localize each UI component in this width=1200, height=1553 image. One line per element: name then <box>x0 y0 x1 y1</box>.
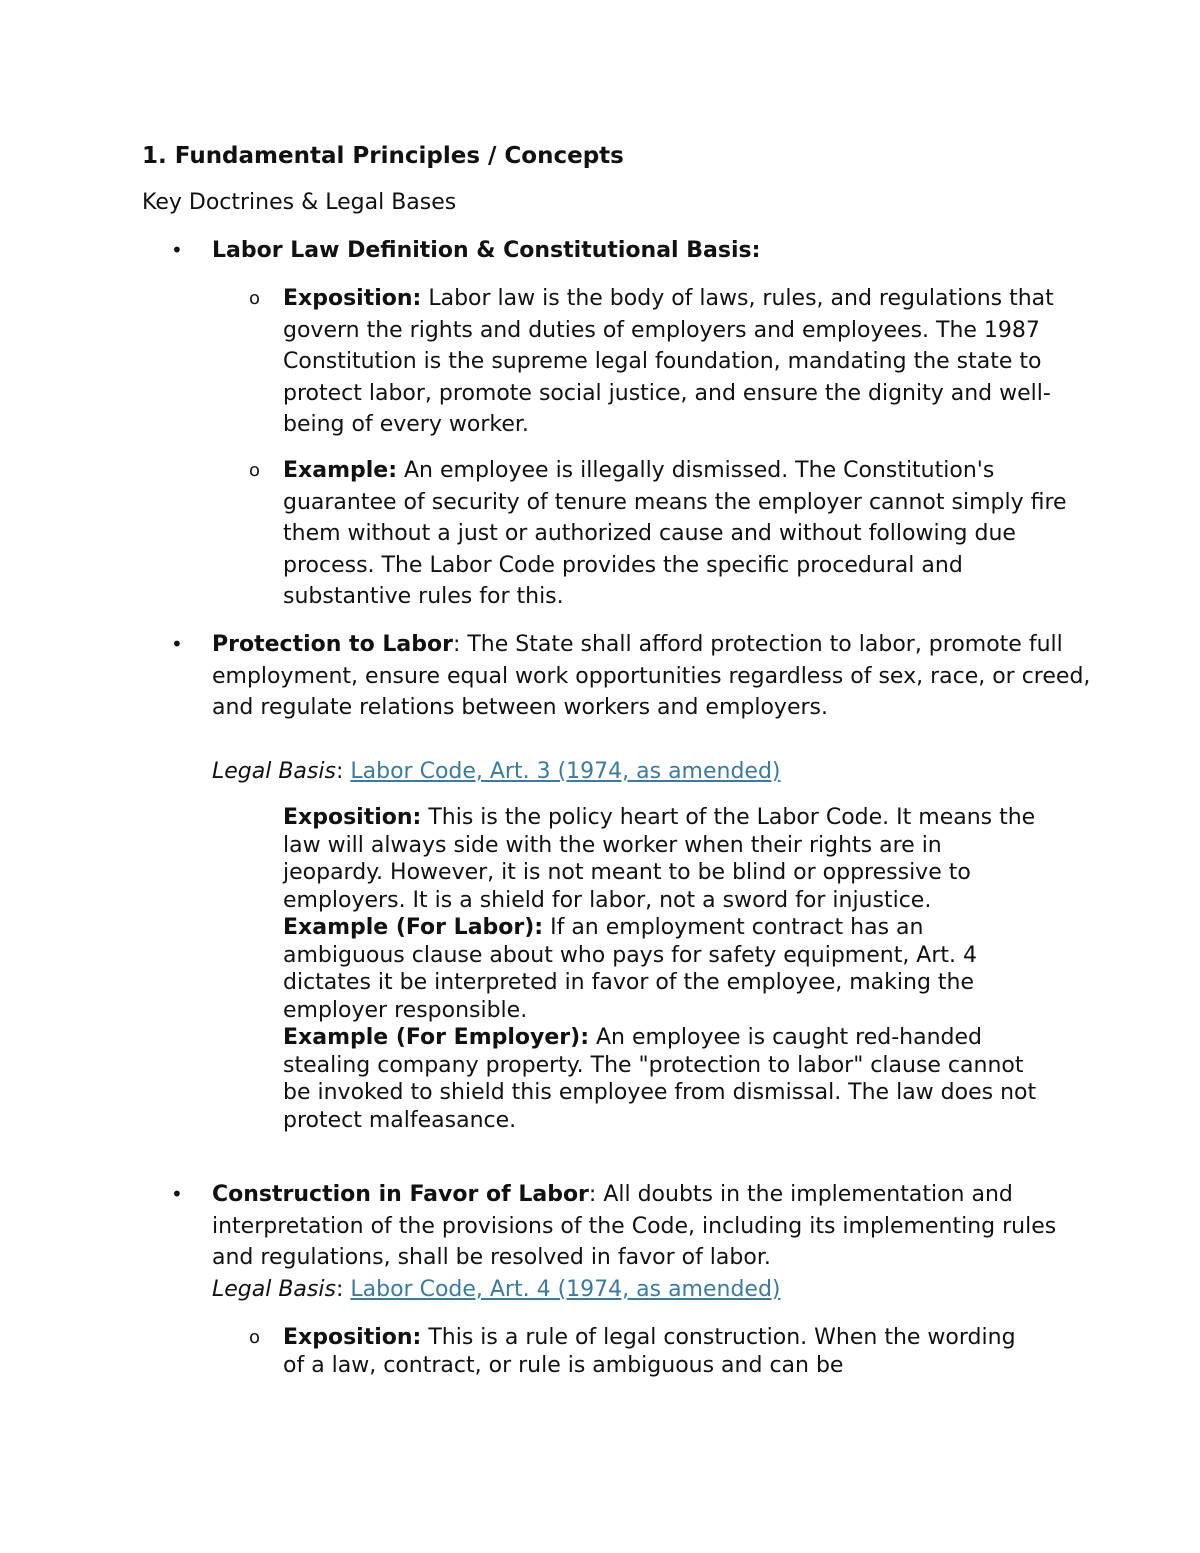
sub-bullet-icon: o <box>249 1327 261 1348</box>
exposition-text: This is a rule of legal construction. When the wording of a law, contract, or rule is ambiguous and can be <box>283 1325 1016 1378</box>
exposition-text: This is the policy heart of the Labor Code. It means the law will always side with the worker when their rights are in jeopardy. However, it is not meant to be blind or oppressive to employers. It is a shield for labor, not a sword for injustice. <box>283 805 1036 913</box>
bullet-icon: • <box>171 1182 183 1206</box>
exposition-text: Labor law is the body of laws, rules, and regulations that govern the rights and duties of employers and employees. The 1987 Constitution is the supreme legal foundation, mandating the state to protect labor, promote social justice, and ensure the dignity and well-being of every worker. <box>283 286 1054 437</box>
example-label: Example: <box>283 458 397 483</box>
topic-title-labor-law-definition <box>212 235 1092 267</box>
labor-code-art4-link[interactable]: Labor Code, Art. 4 (1974, as amended) <box>350 1277 781 1302</box>
example-for-employer-paragraph <box>283 1024 1043 1134</box>
topic-title-text: Labor Law Definition & Constitutional Basis: <box>212 238 761 263</box>
exposition-paragraph <box>283 283 1073 441</box>
legal-basis-art3 <box>212 756 781 788</box>
sub-bullet-icon: o <box>249 460 261 481</box>
legal-basis-colon: : <box>335 1277 351 1302</box>
topic-body-text: : All doubts in the implementation and interpretation of the provisions of the Code, including its implementing rules and regulations, shall be resolved in favor of labor. <box>212 1182 1057 1270</box>
legal-basis-colon: : <box>335 759 351 784</box>
exposition-label: Exposition: <box>283 805 422 830</box>
topic-title-text: Protection to Labor <box>212 632 453 657</box>
legal-basis-art4 <box>212 1274 781 1306</box>
exposition-paragraph <box>283 1324 1043 1379</box>
exposition-label: Exposition: <box>283 1325 422 1350</box>
example-text: If an employment contract has an ambiguous clause about who pays for safety equipment, Art. 4 dictates it be interpreted in favor of the employee, making the employer responsible. <box>283 915 978 1023</box>
bullet-icon: • <box>171 632 183 656</box>
legal-basis-label: Legal Basis <box>212 1277 336 1302</box>
section-subheading: Key Doctrines & Legal Bases <box>142 190 457 215</box>
exposition-paragraph <box>283 804 1043 914</box>
example-label: Example (For Labor): <box>283 915 544 940</box>
sub-bullet-icon: o <box>249 288 261 309</box>
example-text: An employee is caught red-handed stealing company property. The "protection to labor" clause cannot be invoked to shield this employee from dismissal. The law does not protect malfeasance. <box>283 1025 1037 1133</box>
section-heading: 1. Fundamental Principles / Concepts <box>142 143 624 169</box>
topic-protection-to-labor <box>212 629 1092 724</box>
topic-body-text: : The State shall afford protection to labor, promote full employment, ensure equal work opportunities regardless of sex, race, or creed, and regulate relations between workers and employers. <box>212 632 1091 720</box>
example-label: Example (For Employer): <box>283 1025 589 1050</box>
example-for-labor-paragraph <box>283 914 1043 1024</box>
bullet-icon: • <box>171 238 183 262</box>
commentary-block <box>283 804 1043 1134</box>
exposition-label: Exposition: <box>283 286 422 311</box>
legal-basis-label: Legal Basis <box>212 759 336 784</box>
labor-code-art3-link[interactable]: Labor Code, Art. 3 (1974, as amended) <box>350 759 781 784</box>
topic-title-text: Construction in Favor of Labor <box>212 1182 589 1207</box>
topic-construction-in-favor-of-labor <box>212 1179 1092 1274</box>
example-paragraph <box>283 455 1073 613</box>
example-text: An employee is illegally dismissed. The Constitution's guarantee of security of tenure means the employer cannot simply fire them without a just or authorized cause and without following due process. The Labor Code provides the specific procedural and substantive rules for this. <box>283 458 1067 609</box>
